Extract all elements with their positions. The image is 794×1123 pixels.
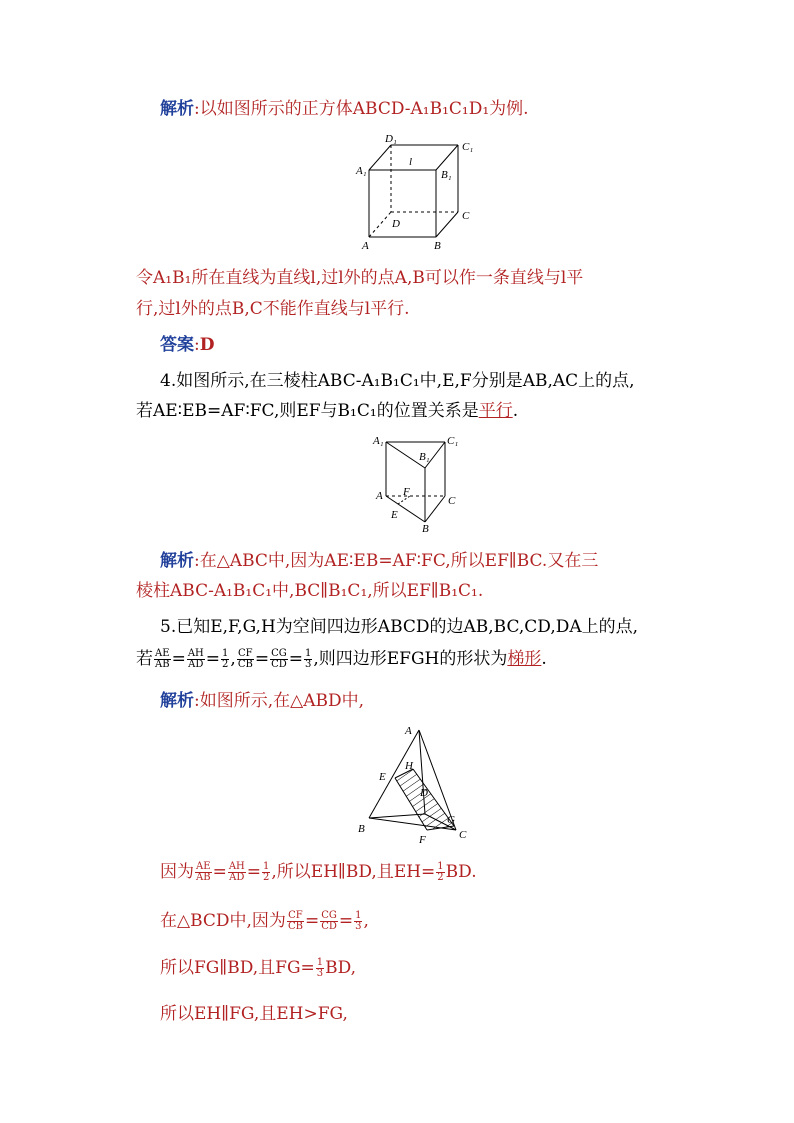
q5-step-2: 在△BCD中,因为 $\frac{CF}{CB}$ = $\frac{CG}{CD}$ = $\frac{1}{3}$ ,: [160, 910, 369, 932]
step-text: 在△BCD中,因为: [160, 911, 286, 931]
q5-step-1: 因为 $\frac{AE}{AB}$ = $\frac{AH}{AD}$ = $\frac{1}{2}$ ,所以EH∥BD,且EH= $\frac{1}{2}$ BD.: [160, 861, 477, 883]
numerator: CG: [271, 648, 287, 659]
numerator: CF: [238, 648, 253, 659]
denominator: 2: [437, 872, 444, 883]
label-A1: A₁: [373, 435, 384, 447]
label-F: F: [403, 486, 410, 498]
fraction-cf-cb: [237, 649, 254, 670]
fraction-ae-ab: [195, 862, 212, 883]
fraction-third: [354, 911, 362, 932]
fraction-half: [262, 862, 270, 883]
step-end: ,: [363, 911, 369, 931]
q5-if: 若: [136, 649, 153, 669]
solution-text: 在△ABC中,因为AE∶EB=AF∶FC,所以EF∥BC.又在三: [199, 551, 599, 571]
denominator: 2: [263, 872, 270, 883]
answer-value: D: [199, 335, 215, 355]
numerator: 1: [316, 957, 324, 968]
label-B1: B₁: [441, 169, 452, 181]
label-A: A: [405, 725, 412, 737]
label-l: l: [409, 156, 413, 168]
colon: :: [194, 551, 200, 571]
q4-solution-line-2: 棱柱ABC-A₁B₁C₁中,BC∥B₁C₁,所以EF∥B₁C₁.: [136, 581, 484, 601]
label-A: A: [376, 490, 383, 502]
label-H: H: [405, 760, 413, 772]
denominator: 2: [222, 659, 229, 670]
label-C1: C₁: [462, 141, 474, 153]
q3-body-line-2: 行,过l外的点B,C不能作直线与l平行.: [136, 299, 410, 319]
step-text: 所以FG∥BD,且FG=: [160, 958, 315, 978]
solution-label: 解析: [160, 551, 194, 571]
fraction-cg-cd: [270, 649, 288, 670]
q4-line-2: [136, 400, 518, 422]
colon: :: [194, 99, 200, 119]
label-A1: A₁: [356, 165, 367, 177]
because: 因为: [160, 862, 194, 882]
numerator: 1: [263, 861, 270, 872]
label-B1: B₁: [419, 451, 430, 463]
tetrahedron-figure: [355, 722, 480, 847]
label-C: C: [448, 495, 456, 507]
denominator: CB: [287, 921, 303, 932]
q5-step-3: [160, 957, 356, 979]
numerator: AH: [228, 861, 245, 872]
q5-answer: 梯形: [507, 649, 542, 669]
fraction-cg-cd: [320, 911, 338, 932]
label-B: B: [434, 240, 441, 252]
denominator: CD: [321, 921, 337, 932]
label-B: B: [358, 823, 365, 835]
denominator: AB: [196, 872, 211, 883]
q4-answer: 平行: [478, 401, 513, 421]
fraction-half: [221, 649, 229, 670]
answer-label: 答案: [160, 335, 194, 355]
q3-solution-line: [160, 98, 529, 120]
denominator: 3: [316, 968, 324, 979]
solution-text: 如图所示,在△ABD中,: [199, 691, 365, 711]
q5-line-2: 若 $\frac{AE}{AB}$ = $\frac{AH}{AD}$ = $\frac{1}{2}$ , $\frac{CF}{CB}$ = $\frac{CG}{CD}$ = $\frac{1}{3}$ ,则四边形EFGH的形状为梯形.: [136, 648, 547, 670]
label-C: C: [462, 210, 470, 222]
label-C1: C₁: [447, 435, 459, 447]
q5-solution-intro: [160, 690, 364, 712]
label-C: C: [459, 829, 467, 841]
solution-text: 以如图所示的正方体ABCD-A₁B₁C₁D₁为例.: [199, 99, 529, 119]
q4-question: 若AE∶EB=AF∶FC,则EF与B₁C₁的位置关系是: [136, 401, 479, 421]
colon: :: [194, 691, 200, 711]
denominator: AB: [155, 659, 170, 670]
period: .: [541, 649, 547, 669]
denominator: 3: [304, 659, 312, 670]
label-B: B: [422, 523, 429, 535]
numerator: CG: [321, 910, 337, 921]
label-G: G: [447, 814, 455, 826]
fraction-ae-ab: [154, 649, 171, 670]
label-D: D: [392, 218, 400, 230]
numerator: AE: [196, 861, 211, 872]
prism-figure: [370, 432, 465, 537]
label-D: D: [420, 787, 428, 799]
q3-body-line-1: 令A₁B₁所在直线为直线l,过l外的点A,B可以作一条直线与l平: [136, 268, 584, 288]
q4-line-1: 4.如图所示,在三棱柱ABC-A₁B₁C₁中,E,F分别是AB,AC上的点,: [160, 371, 635, 391]
fraction-ah-ad: [187, 649, 205, 670]
denominator: CD: [271, 659, 287, 670]
label-E: E: [391, 509, 398, 521]
fraction-third: [304, 649, 312, 670]
numerator: AE: [155, 648, 170, 659]
q5-line-1: 5.已知E,F,G,H为空间四边形ABCD的边AB,BC,CD,DA上的点,: [160, 617, 639, 637]
q3-answer: [160, 334, 214, 356]
fraction-third: [316, 958, 324, 979]
q4-solution-line-1: [160, 550, 598, 572]
solution-label: 解析: [160, 99, 194, 119]
q5-question: ,则四边形EFGH的形状为: [313, 649, 508, 669]
numerator: 1: [222, 648, 229, 659]
numerator: 1: [304, 648, 312, 659]
colon: :: [194, 335, 200, 355]
fraction-cf-cb: [287, 911, 304, 932]
denominator: 3: [355, 921, 362, 932]
period: .: [512, 401, 519, 421]
numerator: CF: [288, 910, 303, 921]
q5-step-4: 所以EH∥FG,且EH>FG,: [160, 1004, 348, 1024]
fraction-half: [436, 862, 444, 883]
denominator: AD: [188, 659, 204, 670]
label-F: F: [419, 834, 426, 846]
numerator: AH: [187, 648, 204, 659]
fraction-ah-ad: [228, 862, 246, 883]
step-end: BD.: [445, 862, 477, 882]
step-text: ,所以EH∥BD,且EH=: [271, 862, 436, 882]
label-D1: D₁: [385, 133, 397, 145]
label-E: E: [379, 771, 386, 783]
denominator: AD: [229, 872, 245, 883]
solution-label: 解析: [160, 691, 194, 711]
label-A: A: [362, 240, 369, 252]
denominator: CB: [237, 659, 253, 670]
numerator: 1: [437, 861, 444, 872]
numerator: 1: [355, 910, 362, 921]
step-end: BD,: [325, 958, 357, 978]
cube-figure: [355, 132, 485, 252]
